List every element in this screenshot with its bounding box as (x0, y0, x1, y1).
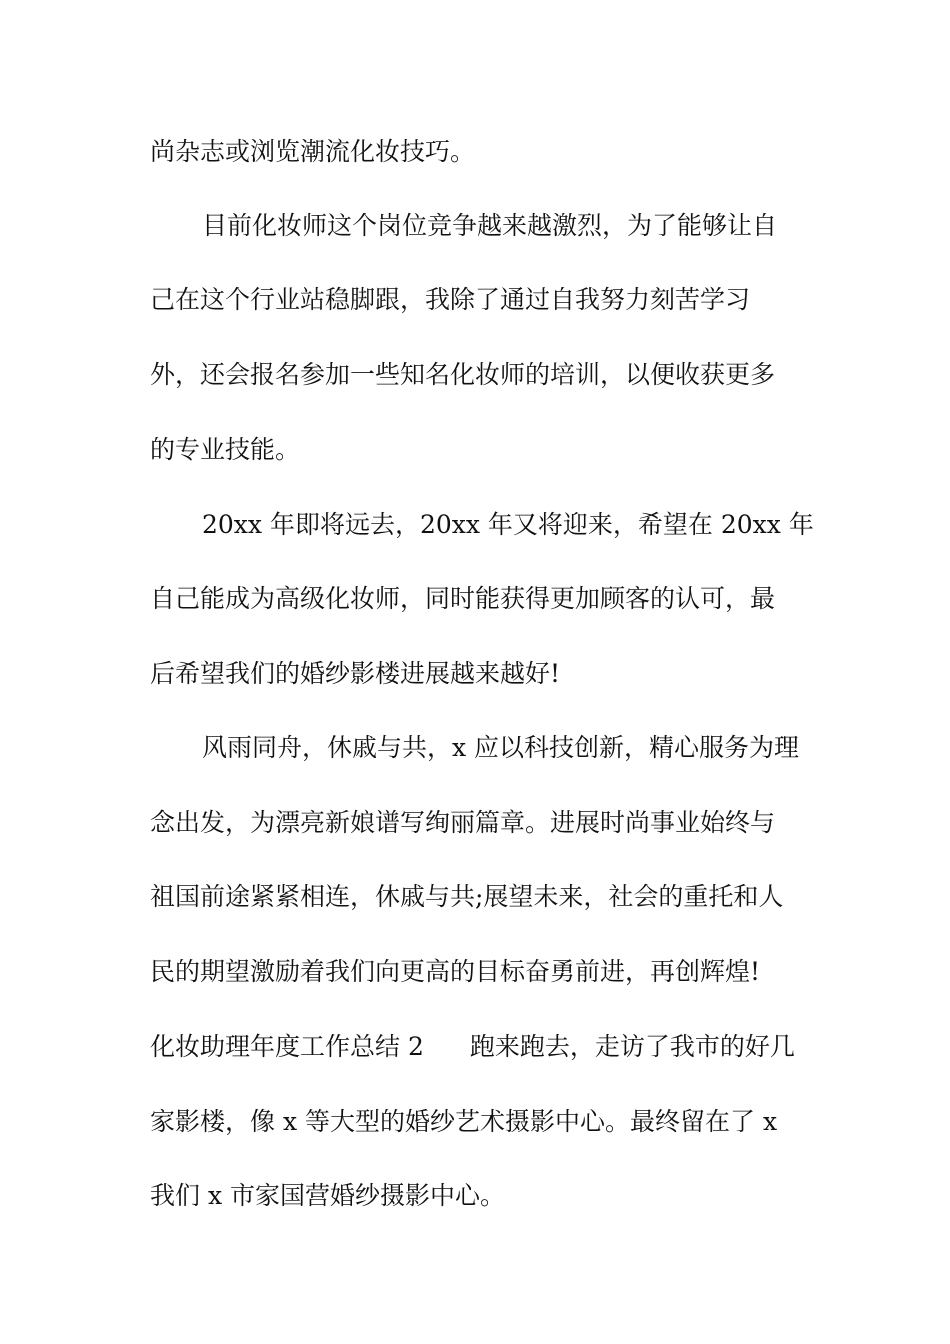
paragraph-line: 自己能成为高级化妆师，同时能获得更加顾客的认可，最 (150, 584, 776, 613)
paragraph-line: 我们 x 市家国营婚纱摄影中心。 (150, 1181, 505, 1210)
paragraph-line: 念出发，为漂亮新娘谱写绚丽篇章。进展时尚事业始终与 (150, 808, 776, 837)
paragraph-text: 跑来跑去，走访了我市的好几 (469, 1032, 795, 1061)
section-heading: 化妆助理年度工作总结 2 (150, 1032, 424, 1061)
paragraph-line: 风雨同舟，休戚与共，x 应以科技创新，精心服务为理 (202, 733, 800, 762)
paragraph-line: 目前化妆师这个岗位竞争越来越激烈，为了能够让自 (202, 211, 778, 240)
paragraph-line: 家影楼，像 x 等大型的婚纱艺术摄影中心。最终留在了 x (150, 1107, 778, 1136)
paragraph-line: 后希望我们的婚纱影楼进展越来越好! (150, 659, 561, 688)
paragraph-line: 祖国前途紧紧相连，休戚与共;展望未来，社会的重托和人 (150, 882, 784, 911)
heading-line (150, 1031, 795, 1063)
paragraph-line: 民的期望激励着我们向更高的目标奋勇前进，再创辉煌! (150, 957, 761, 986)
paragraph-line: 尚杂志或浏览潮流化妆技巧。 (150, 137, 476, 166)
paragraph-line: 的专业技能。 (150, 435, 301, 464)
paragraph-line: 20xx 年即将远去，20xx 年又将迎来，希望在 20xx 年 (202, 510, 814, 539)
paragraph-line: 己在这个行业站稳脚跟，我除了通过自我努力刻苦学习 (150, 285, 751, 314)
paragraph-line: 外，还会报名参加一些知名化妆师的培训，以便收获更多 (150, 360, 776, 389)
